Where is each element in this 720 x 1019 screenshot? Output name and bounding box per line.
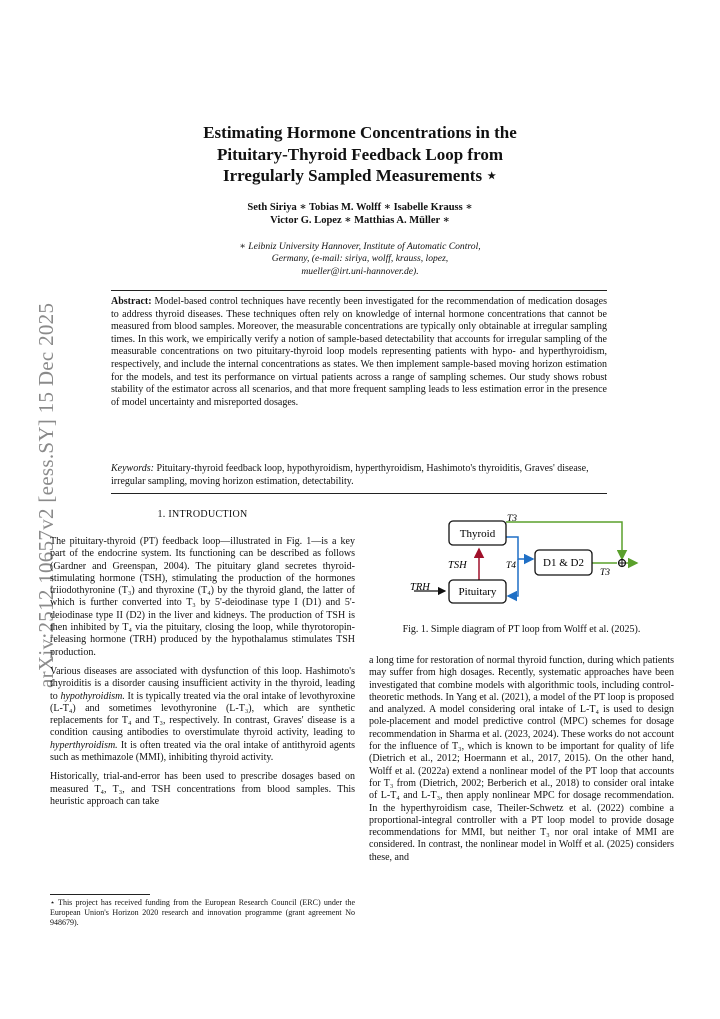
abstract-bottom-rule — [111, 493, 607, 494]
pituitary-block-label: Pituitary — [458, 586, 497, 598]
affiliation-line-3: mueller@irt.uni-hannover.de). — [301, 265, 419, 277]
abstract-label: Abstract: — [111, 296, 152, 307]
left-column — [50, 536, 355, 815]
intro-p2-part-b: It is typically treated via the oral intake of levothyroxine (L-T₄) and sometimes levothyronine (L-T₃), which are synthetic replacements for T₄ and T₃, respectively. In contrast, Graves' disease is a condition causing antibodies to overstimulate thyroid activity, leading to — [50, 690, 356, 739]
section-heading: 1. INTRODUCTION — [157, 509, 248, 520]
t3-bottom-label: T3 — [600, 568, 611, 578]
keywords — [111, 463, 607, 488]
pt-loop-diagram — [400, 512, 650, 612]
right-paragraph-1: a long time for restoration of normal thyroid function, during which patients may suffer from high dosages. Recently, systematic approaches have been investigated that combine models with algorithmic tools, including control-theoretic methods. In Yang et al. (2021), a model of the PT loop is proposed and analyzed. A model considering oral intake of L-T₄ is used to design pole-placement and model predictive control (MPC) schemes for dosage recommendation in Sharma et al. (2023, 2024). These works do not account for the influence of T₃, which is known to be important for quality of life (Dietrich et al., 2012; Hoermann et al., 2017, 2015). On the other hand, Wolff et al. (2022a) extend a nonlinear model of the PT loop that accounts for T₃ from (Dietrich, 2002; Berberich et al., 2018) to consider oral intake of L-T₄ and L-T₃, then apply nonlinear MPC for dosage recommendation. In the hyperthyroidism case, Theiler-Schwetz et al. (2022) combine a proportional-integral controller with a PT loop model to provide dosage recommendations for MMI, but neither T₃ nor oral intake of MMI are considered. In contrast, the nonlinear model in Wolff et al. (2025) considers these, and — [369, 655, 674, 863]
thyroid-block-label: Thyroid — [459, 528, 496, 540]
intro-p2-part-c: It is often treated via the oral intake of antithyroid agents such as methimazole (MMI), inhibiting thyroid activity. — [50, 739, 356, 764]
right-column — [369, 655, 674, 871]
title-line-1: Estimating Hormone Concentrations in the — [203, 123, 517, 142]
intro-paragraph-1: The pituitary-thyroid (PT) feedback loop—illustrated in Fig. 1—is a key part of the endocrine system. Its functioning can be described as follows (Gardner and Greenspan, 2004). The pituitary gland secretes thyroid-stimulating hormone (TSH), stimulating the production of the hormones triiodothyronine (T₃) and thyroxine (T₄) by the thyroid gland, the latter of which is further converted into T₃ by 5'-deiodinase type I (D1) and 5'-deiodinase type II (D2) in the liver and kidneys. The production of TSH is then inhibited by T₄ via the pituitary, closing the loop, while thyrotoropin-releasing hormone (TRH) produced by the hypothalamus stimulates TSH production. — [50, 536, 355, 658]
d1d2-block-label: D1 & D2 — [543, 557, 584, 569]
footnote: ⋆ This project has received funding from the European Research Council (ERC) under the European Union's Horizon 2020 research and innovation programme (grant agreement No 948679). — [50, 898, 355, 927]
figure-caption: Fig. 1. Simple diagram of PT loop from Wolff et al. (2025). — [402, 624, 641, 635]
trh-label: TRH — [410, 582, 430, 593]
paper-title — [0, 122, 720, 187]
intro-p2-part-a: Various diseases are associated with dysfunction of this loop. Hashimoto's thyroiditis is a disorder causing insufficient activity in the thyroid, leading to — [50, 665, 355, 702]
footnote-rule — [50, 894, 150, 895]
authors — [0, 201, 720, 227]
arxiv-stamp-text: arXiv:2512.10657v2 [eess.SY] 15 Dec 2025 — [34, 302, 58, 688]
abstract — [111, 296, 607, 409]
abstract-text: Model-based control techniques have recently been investigated for the recommendation of medication dosages to address thyroid diseases. These techniques often rely on knowledge of internal hormone concentrations that cannot be measured from blood samples. Moreover, the measurable concentrations are typically only obtainable at irregular sampling times. In this work, we empirically verify a notion of sample-based detectability that accounts for irregular sampling of the measurable concentrations on two pituitary-thyroid loop models representing patients with hypo- and hyperthyroidism, respectively, and include the internal concentrations as states. We then implement sample-based moving horizon estimation for the models, and test its performance on virtual patients across a range of sampling schemes. Our study shows robust stability of the estimator across all scenarios, and that more frequent sampling leads to less estimation error in the presence of model uncertainty and misreported dosages. — [111, 296, 607, 408]
hypothyroidism-term: hypothyroidism. — [60, 690, 125, 702]
tsh-label: TSH — [448, 560, 467, 571]
t3-top-label: T3 — [507, 514, 518, 524]
title-line-2: Pituitary-Thyroid Feedback Loop from — [216, 144, 503, 164]
keywords-label: Keywords: — [111, 463, 154, 474]
intro-paragraph-3: Historically, trial-and-error has been used to prescribe dosages based on measured T₄, T₃, and TSH concentrations from blood samples. This heuristic approach can take — [50, 771, 355, 807]
affiliation-line-1: ∗ Leibniz University Hannover, Institute of Automatic Control, — [239, 241, 481, 252]
arxiv-stamp — [14, 288, 58, 688]
hyperthyroidism-term: hyperthyroidism. — [50, 739, 118, 751]
intro-paragraph-2 — [50, 666, 355, 764]
affiliation — [0, 241, 720, 278]
authors-line-2: Victor G. Lopez ∗ Matthias A. Müller ∗ — [270, 215, 450, 226]
authors-line-1: Seth Siriya ∗ Tobias M. Wolff ∗ Isabelle Krauss ∗ — [247, 202, 473, 213]
t4-label: T4 — [506, 561, 517, 571]
t4-to-d1d2-arrow — [506, 537, 533, 559]
abstract-top-rule — [111, 290, 607, 291]
affiliation-line-2: Germany, (e-mail: siriya, wolff, krauss, lopez, — [271, 253, 449, 265]
keywords-text: Pituitary-thyroid feedback loop, hypothyroidism, hyperthyroidism, Hashimoto's thyroiditis, Graves' disease, irregular sampling, moving horizon estimation, detectability. — [111, 463, 589, 487]
title-line-3: Irregularly Sampled Measurements ⋆ — [223, 166, 497, 185]
